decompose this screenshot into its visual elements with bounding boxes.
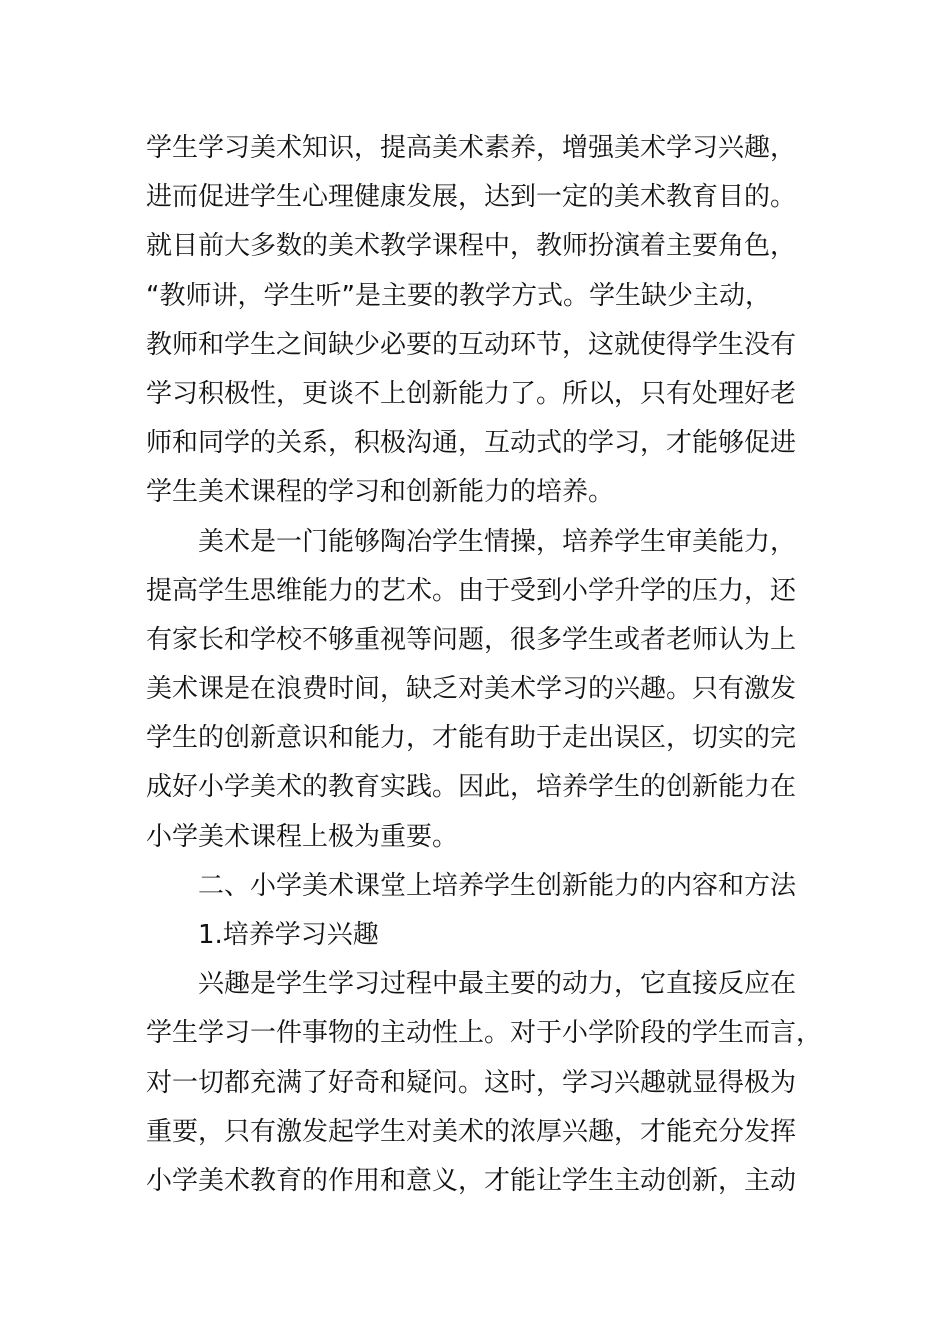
text-line: 学生的创新意识和能力，才能有助于走出误区，切实的完 [146, 723, 797, 754]
text-line: 美术课是在浪费时间，缺乏对美术学习的兴趣。只有激发 [146, 674, 797, 705]
text-line: “教师讲，学生听”是主要的教学方式。学生缺少主动， [146, 280, 771, 311]
text-line: 教师和学生之间缺少必要的互动环节，这就使得学生没有 [146, 329, 797, 360]
paragraph-start-line: 美术是一门能够陶冶学生情操，培养学生审美能力， [198, 526, 797, 557]
text-line: 小学美术课程上极为重要。 [146, 821, 459, 852]
paragraph-start-line: 兴趣是学生学习过程中最主要的动力，它直接反应在 [198, 969, 797, 1000]
text-line: 学习积极性，更谈不上创新能力了。所以，只有处理好老 [146, 378, 797, 409]
subsection-heading: 1.培养学习兴趣 [198, 920, 379, 950]
text-line: 对一切都充满了好奇和疑问。这时，学习兴趣就显得极为 [146, 1067, 797, 1098]
text-line: 学生美术课程的学习和创新能力的培养。 [146, 477, 615, 508]
text-line: 成好小学美术的教育实践。因此，培养学生的创新能力在 [146, 772, 797, 803]
text-line: 有家长和学校不够重视等问题，很多学生或者老师认为上 [146, 624, 797, 655]
text-line: 重要，只有激发起学生对美术的浓厚兴趣，才能充分发挥 [146, 1116, 797, 1147]
text-line: 学生学习一件事物的主动性上。对于小学阶段的学生而言， [146, 1018, 823, 1049]
text-line: 进而促进学生心理健康发展，达到一定的美术教育目的。 [146, 182, 797, 213]
text-line: 提高学生思维能力的艺术。由于受到小学升学的压力，还 [146, 575, 797, 606]
text-line: 师和同学的关系，积极沟通，互动式的学习，才能够促进 [146, 428, 797, 459]
document-body [146, 124, 823, 1206]
text-line: 小学美术教育的作用和意义，才能让学生主动创新，主动 [146, 1165, 797, 1196]
text-line: 就目前大多数的美术教学课程中，教师扮演着主要角色， [146, 231, 797, 262]
text-line: 学生学习美术知识，提高美术素养，增强美术学习兴趣， [146, 133, 797, 163]
section-heading: 二、小学美术课堂上培养学生创新能力的内容和方法 [198, 870, 797, 901]
